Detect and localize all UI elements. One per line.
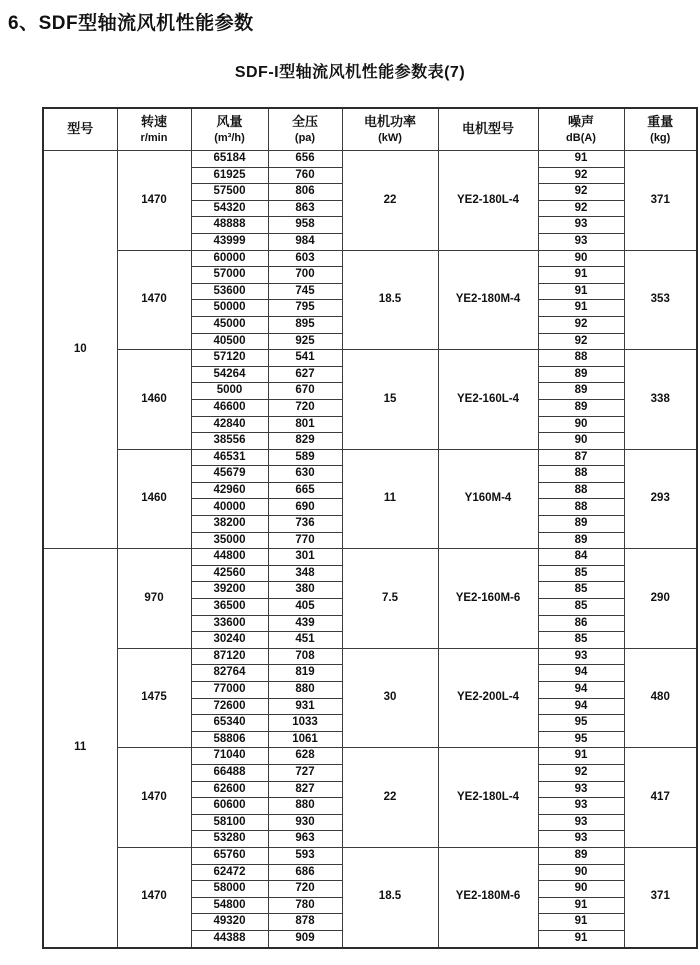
column-header-airflow — [191, 108, 268, 151]
cell-noise: 92 — [538, 333, 624, 350]
cell-noise: 92 — [538, 764, 624, 781]
cell-noise: 92 — [538, 167, 624, 184]
cell-airflow: 62472 — [191, 864, 268, 881]
header-label: 全压 — [291, 113, 318, 129]
cell-pressure: 439 — [268, 615, 342, 632]
header-label: 重量 — [647, 113, 674, 129]
cell-pressure: 806 — [268, 184, 342, 201]
cell-pressure: 829 — [268, 433, 342, 450]
cell-pressure: 819 — [268, 665, 342, 682]
column-header-pressure — [268, 108, 342, 151]
cell-airflow: 54264 — [191, 366, 268, 383]
cell-noise: 92 — [538, 200, 624, 217]
cell-noise: 93 — [538, 814, 624, 831]
cell-weight: 353 — [624, 250, 697, 350]
cell-noise: 95 — [538, 731, 624, 748]
cell-model: 10 — [43, 151, 117, 549]
cell-airflow: 46600 — [191, 399, 268, 416]
cell-airflow: 71040 — [191, 748, 268, 765]
column-header-power — [342, 108, 438, 151]
cell-power: 11 — [342, 449, 438, 549]
column-header-speed — [117, 108, 191, 151]
cell-motor: YE2-160M-6 — [438, 549, 538, 649]
cell-weight: 293 — [624, 449, 697, 549]
cell-speed: 1470 — [117, 847, 191, 947]
cell-pressure: 878 — [268, 914, 342, 931]
cell-airflow: 54320 — [191, 200, 268, 217]
header-unit: dB(A) — [566, 131, 596, 144]
cell-pressure: 627 — [268, 366, 342, 383]
cell-power: 15 — [342, 350, 438, 450]
cell-pressure: 880 — [268, 682, 342, 699]
cell-airflow: 39200 — [191, 582, 268, 599]
cell-pressure: 909 — [268, 930, 342, 947]
cell-airflow: 30240 — [191, 632, 268, 649]
cell-pressure: 603 — [268, 250, 342, 267]
cell-airflow: 60600 — [191, 798, 268, 815]
cell-motor: YE2-160L-4 — [438, 350, 538, 450]
header-label: 噪声 — [567, 113, 594, 129]
cell-weight: 480 — [624, 648, 697, 748]
cell-noise: 91 — [538, 897, 624, 914]
cell-speed: 1470 — [117, 748, 191, 848]
cell-noise: 93 — [538, 781, 624, 798]
cell-pressure: 895 — [268, 316, 342, 333]
cell-motor: YE2-180M-6 — [438, 847, 538, 947]
cell-noise: 95 — [538, 715, 624, 732]
cell-noise: 94 — [538, 698, 624, 715]
cell-pressure: 727 — [268, 764, 342, 781]
cell-noise: 87 — [538, 449, 624, 466]
cell-noise: 94 — [538, 665, 624, 682]
cell-motor: YE2-180M-4 — [438, 250, 538, 350]
cell-pressure: 801 — [268, 416, 342, 433]
cell-noise: 88 — [538, 466, 624, 483]
cell-motor: YE2-180L-4 — [438, 748, 538, 848]
cell-airflow: 62600 — [191, 781, 268, 798]
column-header-model — [43, 108, 117, 151]
header-row — [43, 108, 697, 151]
cell-airflow: 42840 — [191, 416, 268, 433]
cell-pressure: 795 — [268, 300, 342, 317]
cell-airflow: 72600 — [191, 698, 268, 715]
cell-pressure: 1061 — [268, 731, 342, 748]
cell-noise: 85 — [538, 565, 624, 582]
cell-airflow: 61925 — [191, 167, 268, 184]
cell-noise: 89 — [538, 383, 624, 400]
cell-noise: 94 — [538, 682, 624, 699]
cell-pressure: 925 — [268, 333, 342, 350]
cell-airflow: 65184 — [191, 151, 268, 168]
cell-airflow: 46531 — [191, 449, 268, 466]
cell-noise: 90 — [538, 416, 624, 433]
cell-noise: 90 — [538, 864, 624, 881]
cell-speed: 970 — [117, 549, 191, 649]
cell-airflow: 42560 — [191, 565, 268, 582]
cell-noise: 91 — [538, 300, 624, 317]
cell-pressure: 760 — [268, 167, 342, 184]
cell-pressure: 720 — [268, 881, 342, 898]
cell-pressure: 301 — [268, 549, 342, 566]
header-label: 型号 — [67, 121, 94, 137]
table-header — [43, 108, 697, 151]
cell-weight: 417 — [624, 748, 697, 848]
cell-pressure: 541 — [268, 350, 342, 367]
cell-power: 22 — [342, 151, 438, 251]
cell-weight: 371 — [624, 847, 697, 947]
cell-airflow: 42960 — [191, 482, 268, 499]
cell-airflow: 57500 — [191, 184, 268, 201]
cell-noise: 92 — [538, 184, 624, 201]
cell-airflow: 50000 — [191, 300, 268, 317]
cell-noise: 88 — [538, 499, 624, 516]
table-row — [43, 648, 697, 665]
cell-airflow: 57000 — [191, 267, 268, 284]
cell-airflow: 35000 — [191, 532, 268, 549]
cell-model: 11 — [43, 549, 117, 948]
table-row — [43, 151, 697, 168]
cell-noise: 90 — [538, 433, 624, 450]
cell-motor: Y160M-4 — [438, 449, 538, 549]
cell-pressure: 708 — [268, 648, 342, 665]
cell-airflow: 77000 — [191, 682, 268, 699]
cell-pressure: 827 — [268, 781, 342, 798]
cell-noise: 85 — [538, 632, 624, 649]
cell-noise: 91 — [538, 283, 624, 300]
cell-pressure: 963 — [268, 831, 342, 848]
cell-pressure: 931 — [268, 698, 342, 715]
header-unit: (kg) — [650, 131, 671, 144]
cell-airflow: 44388 — [191, 930, 268, 947]
cell-airflow: 57120 — [191, 350, 268, 367]
cell-noise: 93 — [538, 798, 624, 815]
cell-pressure: 780 — [268, 897, 342, 914]
cell-speed: 1470 — [117, 250, 191, 350]
cell-noise: 89 — [538, 366, 624, 383]
cell-noise: 93 — [538, 233, 624, 250]
cell-airflow: 40000 — [191, 499, 268, 516]
header-unit: (kW) — [378, 131, 402, 144]
cell-airflow: 58000 — [191, 881, 268, 898]
cell-airflow: 5000 — [191, 383, 268, 400]
cell-pressure: 670 — [268, 383, 342, 400]
cell-pressure: 720 — [268, 399, 342, 416]
cell-airflow: 44800 — [191, 549, 268, 566]
header-unit: r/min — [140, 131, 168, 144]
cell-pressure: 930 — [268, 814, 342, 831]
cell-noise: 89 — [538, 516, 624, 533]
cell-pressure: 589 — [268, 449, 342, 466]
header-label: 电机型号 — [461, 121, 514, 137]
cell-pressure: 665 — [268, 482, 342, 499]
cell-power: 18.5 — [342, 847, 438, 947]
cell-power: 30 — [342, 648, 438, 748]
cell-airflow: 53280 — [191, 831, 268, 848]
cell-pressure: 451 — [268, 632, 342, 649]
cell-airflow: 38200 — [191, 516, 268, 533]
cell-speed: 1470 — [117, 151, 191, 251]
cell-pressure: 348 — [268, 565, 342, 582]
table-row — [43, 748, 697, 765]
cell-weight: 371 — [624, 151, 697, 251]
cell-noise: 84 — [538, 549, 624, 566]
cell-airflow: 65340 — [191, 715, 268, 732]
cell-noise: 89 — [538, 847, 624, 864]
header-unit: (pa) — [294, 131, 316, 144]
cell-airflow: 36500 — [191, 599, 268, 616]
cell-noise: 91 — [538, 914, 624, 931]
cell-pressure: 686 — [268, 864, 342, 881]
cell-airflow: 58806 — [191, 731, 268, 748]
cell-pressure: 630 — [268, 466, 342, 483]
cell-noise: 85 — [538, 599, 624, 616]
cell-noise: 91 — [538, 151, 624, 168]
table-row — [43, 549, 697, 566]
column-header-noise — [538, 108, 624, 151]
cell-motor: YE2-180L-4 — [438, 151, 538, 251]
cell-airflow: 33600 — [191, 615, 268, 632]
cell-noise: 91 — [538, 748, 624, 765]
cell-airflow: 40500 — [191, 333, 268, 350]
cell-airflow: 49320 — [191, 914, 268, 931]
table-row — [43, 250, 697, 267]
cell-noise: 88 — [538, 350, 624, 367]
cell-pressure: 770 — [268, 532, 342, 549]
cell-airflow: 48888 — [191, 217, 268, 234]
cell-power: 7.5 — [342, 549, 438, 649]
cell-pressure: 700 — [268, 267, 342, 284]
column-header-weight — [624, 108, 697, 151]
cell-airflow: 43999 — [191, 233, 268, 250]
cell-speed: 1475 — [117, 648, 191, 748]
cell-pressure: 736 — [268, 516, 342, 533]
cell-motor: YE2-200L-4 — [438, 648, 538, 748]
cell-airflow: 45679 — [191, 466, 268, 483]
cell-airflow: 65760 — [191, 847, 268, 864]
cell-power: 18.5 — [342, 250, 438, 350]
table-row — [43, 847, 697, 864]
table-title: SDF-I型轴流风机性能参数表(7) — [234, 64, 466, 81]
cell-airflow: 87120 — [191, 648, 268, 665]
cell-airflow: 38556 — [191, 433, 268, 450]
cell-noise: 90 — [538, 881, 624, 898]
page-heading: 6、SDF型轴流风机性能参数 — [8, 13, 254, 34]
cell-pressure: 628 — [268, 748, 342, 765]
cell-pressure: 380 — [268, 582, 342, 599]
cell-airflow: 66488 — [191, 764, 268, 781]
cell-noise: 89 — [538, 532, 624, 549]
cell-pressure: 863 — [268, 200, 342, 217]
cell-speed: 1460 — [117, 449, 191, 549]
cell-airflow: 58100 — [191, 814, 268, 831]
cell-airflow: 45000 — [191, 316, 268, 333]
cell-noise: 89 — [538, 399, 624, 416]
cell-noise: 91 — [538, 930, 624, 947]
cell-airflow: 54800 — [191, 897, 268, 914]
header-label: 电机功率 — [363, 113, 416, 129]
cell-pressure: 690 — [268, 499, 342, 516]
table-row — [43, 449, 697, 466]
table-row — [43, 350, 697, 367]
cell-airflow: 60000 — [191, 250, 268, 267]
header-unit: (m³/h) — [214, 131, 245, 144]
header-label: 风量 — [216, 113, 243, 129]
table-body — [43, 151, 697, 948]
cell-pressure: 984 — [268, 233, 342, 250]
performance-table — [42, 107, 698, 949]
cell-noise: 93 — [538, 831, 624, 848]
cell-noise: 93 — [538, 217, 624, 234]
cell-airflow: 53600 — [191, 283, 268, 300]
cell-noise: 92 — [538, 316, 624, 333]
cell-pressure: 593 — [268, 847, 342, 864]
cell-pressure: 745 — [268, 283, 342, 300]
cell-pressure: 880 — [268, 798, 342, 815]
cell-weight: 290 — [624, 549, 697, 649]
cell-noise: 91 — [538, 267, 624, 284]
column-header-motor — [438, 108, 538, 151]
header-label: 转速 — [140, 113, 167, 129]
cell-noise: 88 — [538, 482, 624, 499]
cell-noise: 85 — [538, 582, 624, 599]
cell-power: 22 — [342, 748, 438, 848]
cell-airflow: 82764 — [191, 665, 268, 682]
cell-weight: 338 — [624, 350, 697, 450]
cell-speed: 1460 — [117, 350, 191, 450]
cell-pressure: 1033 — [268, 715, 342, 732]
cell-pressure: 958 — [268, 217, 342, 234]
cell-noise: 86 — [538, 615, 624, 632]
cell-noise: 93 — [538, 648, 624, 665]
cell-pressure: 405 — [268, 599, 342, 616]
cell-pressure: 656 — [268, 151, 342, 168]
cell-noise: 90 — [538, 250, 624, 267]
